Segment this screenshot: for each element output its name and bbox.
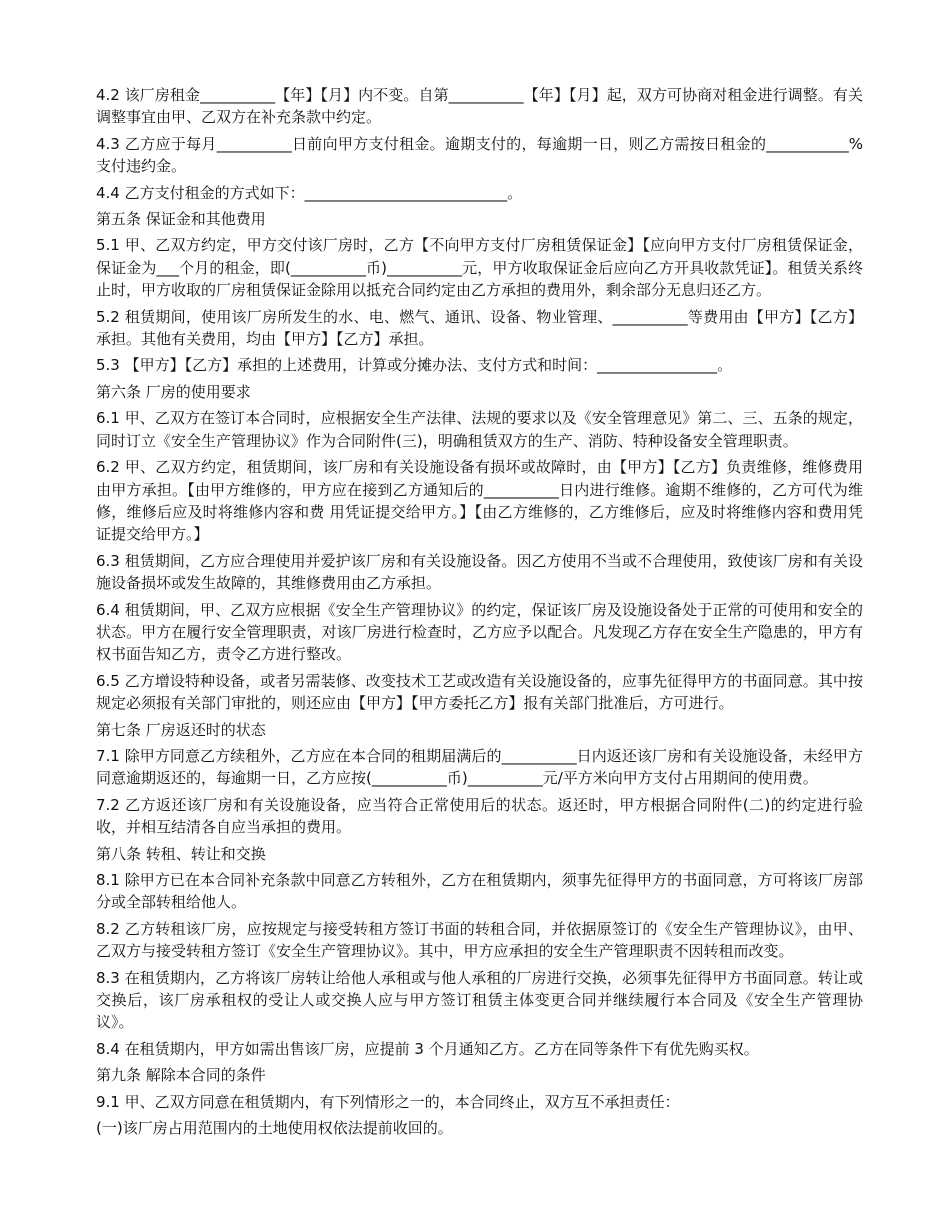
- clause-8-1: 8.1 除甲方已在本合同补充条款中同意乙方转租外，乙方在租赁期内，须事先征得甲方的书面同意，方可将该厂房部分或全部转租给他人。: [96, 871, 863, 912]
- clause-8-3: 8.3 在租赁期内，乙方将该厂房转让给他人承租或与他人承租的厂房进行交换，必须事先征得甲方书面同意。转让或交换后，该厂房承租权的受让人或交换人应与甲方签订租赁主体变更合同并继续履行本合同及《安全生产管理协议》。: [96, 968, 863, 1032]
- clause-6-5: 6.5 乙方增设特种设备，或者另需装修、改变技术工艺或改造有关设施设备的，应事先征得甲方的书面同意。其中按规定必须报有关部门审批的，则还应由【甲方】【甲方委托乙方】报有关部门批准后，方可进行。: [96, 671, 863, 713]
- clause-5-2: 5.2 租赁期间，使用该厂房所发生的水、电、燃气、通讯、设备、物业管理、__________等费用由【甲方】【乙方】承担。其他有关费用，均由【甲方】【乙方】承担。: [96, 307, 863, 349]
- contract-page: [96, 84, 863, 1143]
- article-8-heading: 第八条 转租、转让和交换: [96, 844, 266, 863]
- article-9-heading: 第九条 解除本合同的条件: [96, 1066, 266, 1085]
- article-6-heading: 第六条 厂房的使用要求: [96, 382, 251, 401]
- clause-8-2: 8.2 乙方转租该厂房，应按规定与接受转租方签订书面的转租合同，并依据原签订的《安全生产管理协议》，由甲、乙双方与接受转租方签订《安全生产管理协议》。其中，甲方应承担的安全生产管理职责不因转租而改变。: [96, 919, 863, 961]
- clause-9-1: 9.1 甲、乙双方同意在租赁期内，有下列情形之一的，本合同终止，双方互不承担责任：: [96, 1092, 680, 1111]
- clause-5-3: 5.3 【甲方】【乙方】承担的上述费用，计算或分摊办法、支付方式和时间：________________。: [96, 356, 733, 375]
- clause-5-1: 5.1 甲、乙双方约定，甲方交付该厂房时，乙方【不向甲方支付厂房租赁保证金】【应向甲方支付厂房租赁保证金，保证金为___个月的租金，即(__________币)__________元，甲方收取保证金后应向乙方开具收款凭证】。租赁关系终止时，甲方收取的厂房租赁保证金除用以抵充合同约定由乙方承担的费用外，剩余部分无息归还乙方。: [96, 236, 863, 300]
- clause-4-2: 4.2 该厂房租金__________【年】【月】内不变。自第__________【年】【月】起，双方可协商对租金进行调整。有关调整事宜由甲、乙双方在补充条款中约定。: [96, 86, 863, 127]
- clause-7-2: 7.2 乙方返还该厂房和有关设施设备，应当符合正常使用后的状态。返还时，甲方根据合同附件(二)的约定进行验收，并相互结清各自应当承担的费用。: [96, 795, 863, 837]
- article-7-heading: 第七条 厂房返还时的状态: [96, 720, 266, 739]
- clause-4-3: 4.3 乙方应于每月__________日前向甲方支付租金。逾期支付的，每逾期一日，则乙方需按日租金的___________%支付违约金。: [96, 134, 863, 176]
- clause-4-4: 4.4 乙方支付租金的方式如下：___________________________。: [96, 183, 523, 202]
- clause-7-1: 7.1 除甲方同意乙方续租外，乙方应在本合同的租期届满后的__________日内返还该厂房和有关设施设备，未经甲方同意逾期返还的，每逾期一日，乙方应按(__________币)__________元/平方米向甲方支付占用期间的使用费。: [96, 746, 863, 788]
- clause-6-2: 6.2 甲、乙双方约定，租赁期间，该厂房和有关设施设备有损坏或故障时，由【甲方】【乙方】负责维修，维修费用由甲方承担。【由甲方维修的，甲方应在接到乙方通知后的__________日内进行维修。逾期不维修的，乙方可代为维修，维修后应及时将维修内容和费 用凭证提交给甲方。】【由乙方维修的，乙方维修后，应及时将维修内容和费用凭证提交给甲方。】: [96, 458, 863, 544]
- clause-9-1-item-1: (一)该厂房占用范围内的土地使用权依法提前收回的。: [96, 1119, 453, 1138]
- clause-6-4: 6.4 租赁期间，甲、乙双方应根据《安全生产管理协议》的约定，保证该厂房及设施设备处于正常的可使用和安全的状态。甲方在履行安全管理职责，对该厂房进行检查时，乙方应予以配合。凡发现乙方存在安全生产隐患的，甲方有权书面告知乙方，责令乙方进行整改。: [96, 600, 863, 664]
- clause-6-1: 6.1 甲、乙双方在签订本合同时，应根据安全生产法律、法规的要求以及《安全管理意见》第二、三、五条的规定，同时订立《安全生产管理协议》作为合同附件(三)，明确租赁双方的生产、消防、特种设备安全管理职责。: [96, 409, 863, 450]
- clause-8-4: 8.4 在租赁期内，甲方如需出售该厂房，应提前 3 个月通知乙方。乙方在同等条件下有优先购买权。: [96, 1039, 759, 1058]
- article-5-heading: 第五条 保证金和其他费用: [96, 210, 266, 229]
- clause-6-3: 6.3 租赁期间，乙方应合理使用并爱护该厂房和有关设施设备。因乙方使用不当或不合理使用，致使该厂房和有关设施设备损坏或发生故障的，其维修费用由乙方承担。: [96, 551, 863, 593]
